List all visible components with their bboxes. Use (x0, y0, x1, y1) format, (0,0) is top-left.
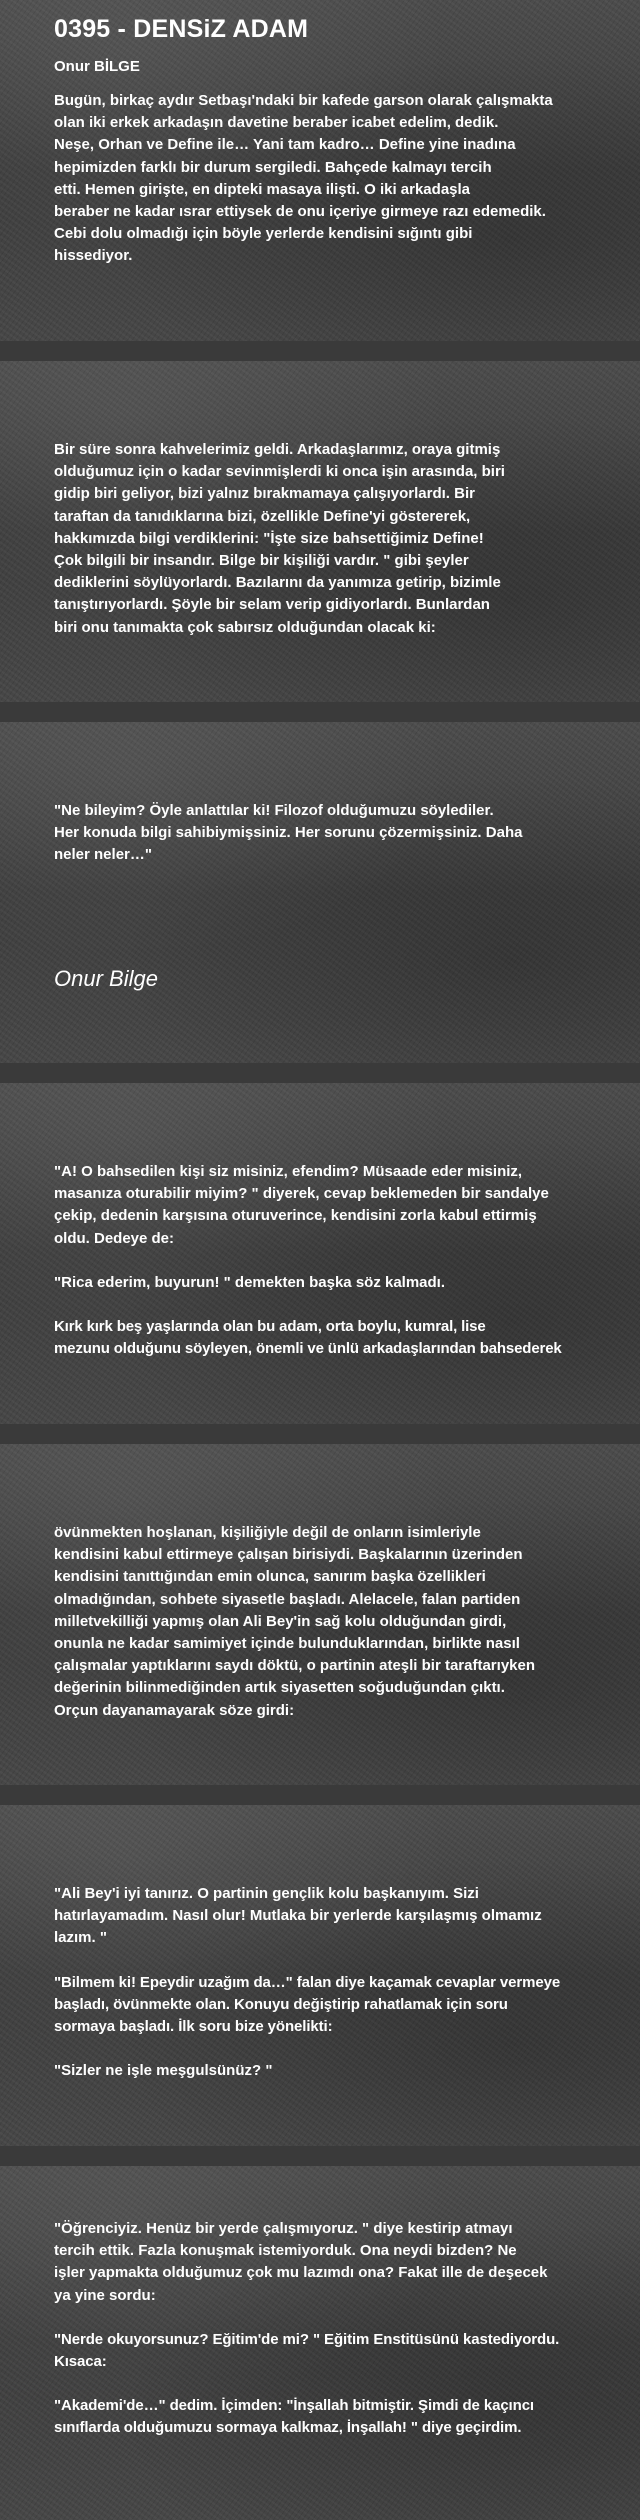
story-title: 0395 - DENSiZ ADAM (54, 15, 309, 43)
story-paragraph: "Öğrenciyiz. Henüz bir yerde çalışmıyoruz. " diye kestirip atmayı tercih ettik. Fazla konuşmak istemiyorduk. Ona neydi bizden? Ne işler yapmakta olduğumuz çok mu lazımdı ona? Fakat ille de deşecek ya yine sordu: (54, 2220, 548, 2304)
story-paragraph: Bugün, birkaç aydır Setbaşı'ndaki bir kafede garson olarak çalışmakta olan iki erkek arkadaşın davetine beraber icabet edelim, dedik. Neşe, Orhan ve Define ile… Yani tam kadro… Define yine inadına hepimizden farklı bir durum sergiledi. Bahçede kalmayı tercih etti. Hemen girişte, en dipteki masaya ilişti. O iki arkadaşla beraber ne kadar ısrar ettiysek de onu içeriye girmeye razı edemedik. Cebi dolu olmadığı için böyle yerlerde kendisini sığıntı gibi hissediyor. (54, 92, 553, 265)
panel-7 (0, 2166, 640, 2520)
panel-4 (0, 1083, 640, 1424)
story-paragraph: Bir süre sonra kahvelerimiz geldi. Arkadaşlarımız, oraya gitmiş olduğumuz için o kadar sevinmişlerdi ki onca işin arasında, biri gidip biri geliyor, bizi yalnız bırakmamaya çalışıyorlardı. Bir taraftan da tanıdıklarına bizi, özellikle Define'yi göstererek, hakkımızda bilgi verdiklerini: "İşte size bahsettiğimiz Define! Çok bilgili bir insandır. Bilge bir kişiliği vardır. " gibi şeyler dediklerini söylüyorlardı. Bazılarını da yanımıza getirip, bizimle tanıştırıyorlardı. Şöyle bir selam verip gidiyorlardı. Bunlardan biri onu tanımakta çok sabırsız olduğundan olacak ki: (54, 441, 505, 636)
story-paragraph: övünmekten hoşlanan, kişiliğiyle değil de onların isimleriyle kendisini kabul ettirmeye çalışan birisiydi. Başkalarının üzerinden kendisini tanıttığından emin olunca, sanırım başka özellikleri olmadığından, sohbete siyasetle başladı. Alelacele, falan partiden milletvekilliği yapmış olan Ali Bey'in sağ kolu olduğundan girdi, onunla ne kadar samimiyet içinde bulunduklarından, birlikte nasıl çalışmalar yaptıklarını saydı döktü, o partinin ateşli bir taraftarıyken değerinin bilinmediğinden artık siyasetten soğuduğundan çıktı. Orçun dayanamayarak söze girdi: (54, 1524, 536, 1719)
story-paragraph: "Rica ederim, buyurun! " demekten başka söz kalmadı. (54, 1273, 446, 1291)
story-paragraph: Kırk kırk beş yaşlarında olan bu adam, orta boylu, kumral, lise mezunu olduğunu söyleyen, önemli ve ünlü arkadaşlarından bahsederek (54, 1318, 562, 1358)
panel-6 (0, 1805, 640, 2146)
story-paragraph: "Nerde okuyorsunuz? Eğitim'de mi? " Eğitim Enstitüsünü kastediyordu. Kısaca: (54, 2330, 560, 2371)
story-paragraph: "A! O bahsedilen kişi siz misiniz, efendim? Müsaade eder misiniz, masanıza oturabilir miyim? " diyerek, cevap beklemeden bir sandalye çekip, dedenin karşısına oturuverince, kendisini zorla kabul ettirmiş oldu. Dedeye de: (54, 1163, 549, 1247)
panel-2 (0, 361, 640, 702)
story-paragraph: "Sizler ne işle meşgulsünüz? " (54, 2062, 273, 2080)
story-paragraph: "Akademi'de…" dedim. İçimden: "İnşallah bitmiştir. Şimdi de kaçıncı sınıflarda olduğumuzu sormaya kalkmaz, İnşallah! " diye geçirdim. (54, 2397, 535, 2437)
author-signature: Onur Bilge (54, 965, 158, 991)
author-name: Onur BİLGE (54, 58, 140, 75)
panel-3 (0, 722, 640, 1063)
panel-1 (0, 0, 640, 341)
story-paragraph: "Bilmem ki! Epeydir uzağım da…" falan diye kaçamak cevaplar vermeye başladı, övünmekte olan. Konuyu değiştirip rahatlamak için soru sormaya başladı. İlk soru bize yönelikti: (54, 1973, 561, 2036)
panel-5 (0, 1444, 640, 1785)
story-paragraph: "Ne bileyim? Öyle anlattılar ki! Filozof olduğumuzu söylediler. Her konuda bilgi sahibiymişsiniz. Her sorunu çözermişsiniz. Daha neler neler…" (54, 802, 523, 864)
story-paragraph: "Ali Bey'i iyi tanırız. O partinin gençlik kolu başkanıyım. Sizi hatırlayamadım. Nasıl olur! Mutlaka bir yerlerde karşılaşmış olmamız lazım. " (54, 1885, 542, 1947)
